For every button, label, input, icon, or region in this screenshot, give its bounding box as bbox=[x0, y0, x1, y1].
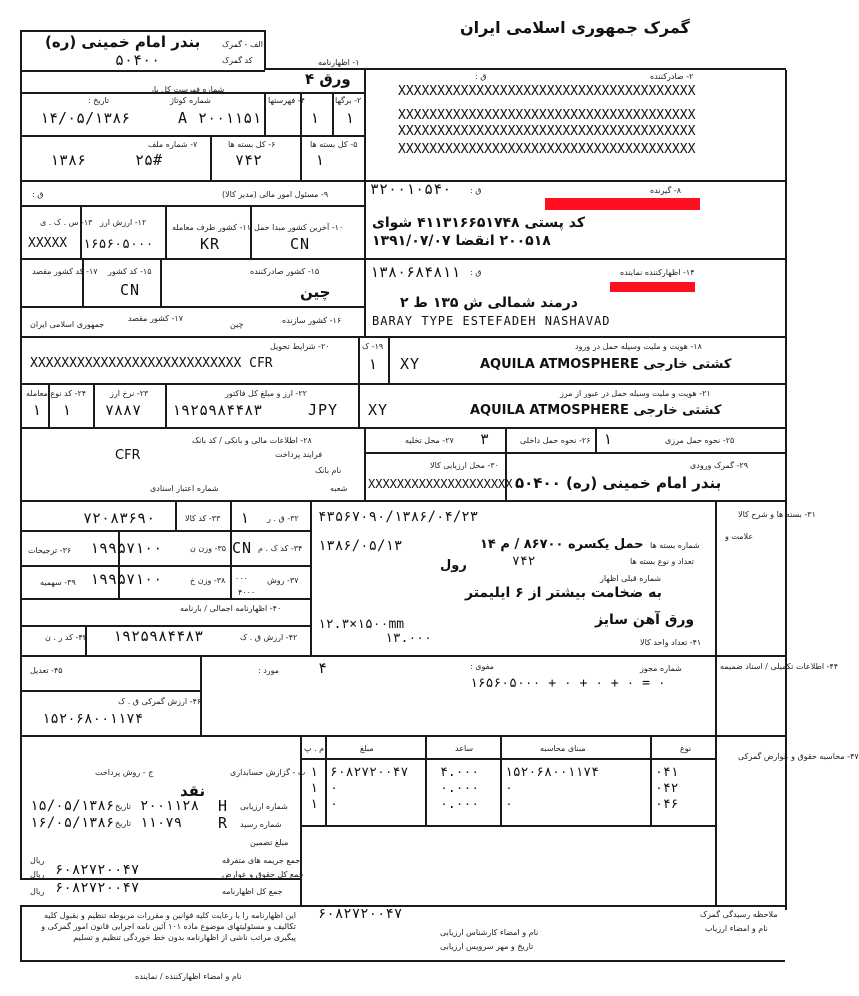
last-country: CN bbox=[290, 235, 311, 253]
currency-value: ۱۶۵۶۰۵۰۰۰ bbox=[83, 237, 154, 252]
dest-code-label: ۱۷- کد کشور مقصد bbox=[32, 267, 98, 276]
gross-weight-label: ۳۵- وزن ن bbox=[190, 544, 227, 553]
gross-weight: ۱۹۹۵۷۱۰۰ bbox=[90, 539, 163, 557]
border-transport-means: کشتی خارجی AQUILA ATMOSPHERE bbox=[470, 403, 722, 418]
legal-statement: این اظهارنامه را با رعایت کلیه قوانین و مقررات مربوطه تنظیم و بقبول کلیه تکالیف و مسئولیتهای موضوع ماده ۱۰۱ آئین نامه اجرایی قانون امور گمرکی و پیگیری مراتب ناشی از اظهارنامه بدون خط خوردگی تنظیم و تسلیم bbox=[41, 911, 296, 942]
assessment-date-label: تاریخ bbox=[115, 802, 131, 811]
method-label: ۳۷- روش bbox=[267, 576, 299, 585]
goods-description-2: ورق آهن سایز bbox=[595, 612, 695, 628]
calc-mp-3: ۱ bbox=[310, 797, 318, 812]
summary-label: ۴۰- اظهارنامه اجمالی / بارنامه bbox=[180, 604, 282, 613]
goods-size: ۱۲.۳×۱۵۰۰mm bbox=[318, 617, 405, 632]
calc-label: ۴۷- محاسبه حقوق و عوارض گمرکی bbox=[738, 752, 859, 761]
border-transport-nat: XY bbox=[368, 401, 389, 419]
invoice-amount: ۱۹۲۵۹۸۴۴۸۳ bbox=[172, 401, 263, 419]
col-base: مبنای محاسبه bbox=[540, 744, 586, 753]
invoice-currency-label: ۲۲- ارز و مبلغ کل فاکتور bbox=[225, 389, 307, 398]
calc-type-1: ۰۴۱ bbox=[655, 765, 679, 780]
assessment-no-label: شماره ارزیابی bbox=[240, 802, 288, 811]
license-number-value: ۱۶۵۶۰۵۰۰۰ + ۰ + ۰ + ۰ = ۰ bbox=[470, 676, 666, 691]
border-transport-label: ۲۱- هویت و ملیت وسیله حمل در عبور از مرز bbox=[560, 389, 711, 398]
transaction-value-1: ۱ bbox=[62, 401, 72, 419]
border-mode-label: ۲۵- نحوه حمل مرزی bbox=[665, 436, 735, 445]
calc-base-1: ۱۵۲۰۶۸۰۰۱۱۷۴ bbox=[505, 765, 599, 780]
goods-label: ۳۱- بسته ها و شرح کالا bbox=[738, 510, 816, 519]
entry-customs: بندر امام خمینی (ره) ۵۰۴۰۰ bbox=[515, 474, 722, 492]
item-code-label: ۴۳- کد ر . ن bbox=[45, 633, 87, 642]
redaction-bar bbox=[545, 198, 700, 210]
calc-mp-2: ۱ bbox=[310, 781, 318, 796]
receipt-no: ۱۱۰۷۹ bbox=[140, 815, 183, 831]
packages-label: ۶- کل بسته ها bbox=[228, 140, 276, 149]
calc-type-3: ۰۴۶ bbox=[655, 797, 679, 812]
goods-description-1: به ضخامت بیشتر از ۶ ایلیمتر bbox=[465, 585, 662, 601]
item-value-label: ۴۲- ارزش ق . ک bbox=[240, 633, 298, 642]
entry-customs-label: ۲۹- گمرک ورودی bbox=[690, 461, 748, 470]
calc-rate-3: ۰.۰۰۰ bbox=[440, 797, 480, 812]
finance-code-label: ق : bbox=[32, 190, 44, 199]
calc-mp-1: ۱ bbox=[310, 765, 318, 780]
adjustment-label: ۴۵- تعدیل bbox=[30, 666, 63, 675]
origin-country: چین bbox=[230, 320, 244, 329]
goods-roll: رول bbox=[440, 558, 467, 573]
calc-amount-1: ۶۰۸۲۷۲۰۰۴۷ bbox=[330, 765, 409, 780]
goods-quantity: ۱۳.۰۰۰ bbox=[385, 631, 432, 646]
customs-code: ۵۰۴۰۰ bbox=[115, 51, 161, 69]
col-mp: م . پ bbox=[304, 744, 325, 753]
hs-code: ۷۲۰۸۳۶۹۰ bbox=[83, 509, 156, 527]
duties-label: جمع کل حقوق و عوارض bbox=[222, 870, 304, 879]
pkg-type-label: تعداد و نوع بسته ها bbox=[630, 557, 694, 566]
declarant-line-1: درمند شمالی ش ۱۳۵ ط ۲ bbox=[400, 295, 578, 311]
invoice-date: ۱۴/۰۵/۱۳۸۶ bbox=[40, 109, 131, 127]
calc-base-3: ۰ bbox=[505, 797, 513, 812]
cottage-label: شماره کوتاژ bbox=[170, 96, 211, 105]
fines-rial: ریال bbox=[30, 856, 45, 865]
manifest-year: ۱۳۸۶ bbox=[50, 151, 87, 169]
license-number-label: شماره مجوز bbox=[640, 664, 682, 673]
fines-label: جمع جریمه های متفرقه bbox=[222, 856, 301, 865]
unit-count-label: ۴۱- تعداد واحد کالا bbox=[640, 638, 702, 647]
marks-label: علامت و bbox=[725, 532, 754, 541]
bank-name-label: نام بانک bbox=[315, 466, 342, 475]
exporter-line-2: XXXXXXXXXXXXXXXXXXXXXXXXXXXXXXXXXXXXXX bbox=[398, 108, 696, 123]
branch-label: شعبه bbox=[330, 484, 348, 493]
additional-info-label: ۴۴- اطلاعات تکمیلی / اسناد ضمیمه bbox=[720, 662, 839, 671]
bank-info-label: ۲۸- اطلاعات مالی و بانکی / کد بانک bbox=[192, 436, 312, 445]
assessment-place-label: ۳۰- محل ارزیابی کالا bbox=[430, 461, 499, 470]
importer-code-label: ق : bbox=[470, 186, 482, 195]
declaration-total-label: جمع کل اظهارنامه bbox=[222, 887, 283, 896]
assessment-place: XXXXXXXXXXXXXXXXXXXX bbox=[368, 477, 513, 491]
payment-method-label: ج - روش پرداخت bbox=[95, 768, 154, 777]
customs-code-label: کد گمرک bbox=[222, 56, 253, 65]
grand-total: ۶۰۸۲۷۲۰۰۴۷ bbox=[318, 906, 403, 922]
col-type: نوع bbox=[680, 744, 692, 753]
declarant-label: ۱۴- اظهارکننده نماینده bbox=[620, 268, 695, 277]
special-label: مفوی : bbox=[470, 662, 494, 671]
payment-method: نقد bbox=[180, 782, 206, 800]
total-code-label: ۱۳- س . ک . ی bbox=[40, 218, 93, 227]
transaction-label: ۲۴- کد نوع معامله bbox=[26, 389, 87, 398]
declarant-line-2: BARAY TYPE ESTEFADEH NASHAVAD bbox=[372, 314, 611, 328]
col-amount: مبلغ bbox=[360, 744, 374, 753]
declaration-value: ورق ۴ bbox=[305, 70, 351, 88]
rate-value: ۷۸۸۷ bbox=[105, 401, 142, 419]
exporter-label: ۲- صادرکننده bbox=[650, 72, 694, 81]
origin-code-label: ۳۴- کد ک . م bbox=[258, 544, 303, 553]
preferences-label: ۳۶- ترجیحات bbox=[28, 546, 72, 555]
manifest-label: ۷- شماره ملف bbox=[148, 140, 198, 149]
importer-label: ۸- گیرنده bbox=[650, 186, 681, 195]
invoice-currency: JPY bbox=[308, 401, 339, 419]
goods-reference: ۴۳۵۶۷۰۹۰/۱۳۸۶/۰۴/۲۳ bbox=[318, 509, 479, 525]
last-country-label: ۱۰- آخرین کشور مبدا حمل bbox=[254, 223, 344, 232]
declarant-code: ۱۳۸۰۶۸۴۸۱۱ bbox=[370, 263, 461, 281]
manifest-value: ۲۵# bbox=[135, 151, 163, 169]
assessment-no: ۲۰۰۱۱۲۸ bbox=[140, 798, 200, 814]
rate-label: ۲۳- نرخ ارز bbox=[110, 389, 149, 398]
loading-label: ۲۷- محل تخلیه bbox=[405, 436, 454, 445]
declaration-label: ۱- اظهارنامه bbox=[318, 58, 360, 67]
exporter-line-4: XXXXXXXXXXXXXXXXXXXXXXXXXXXXXXXXXXXXXX bbox=[398, 142, 696, 157]
calc-rate-2: ۰.۰۰۰ bbox=[440, 781, 480, 796]
container-value: ۱ bbox=[368, 355, 378, 373]
special-value: ۴ bbox=[318, 659, 328, 677]
dispatch-country-label: ۱۵- کشور صادرکننده bbox=[250, 267, 320, 276]
dispatch-code-label: ۱۵- کد کشور bbox=[108, 267, 152, 276]
assessor-label: نام و امضاء کارشناس ارزیابی bbox=[440, 928, 539, 937]
transport-label: ۱۸- هویت و ملیت وسیله حمل در ورود bbox=[575, 342, 702, 351]
transport-nat: XY bbox=[400, 355, 421, 373]
exporter-line-3: XXXXXXXXXXXXXXXXXXXXXXXXXXXXXXXXXXXXXX bbox=[398, 124, 696, 139]
goods-qty-packages: ۷۴۲ bbox=[512, 554, 536, 569]
trade-country-label: ۱۱- کشور طرف معامله bbox=[172, 223, 251, 232]
receipt-date: ۱۶/۰۵/۱۳۸۶ bbox=[30, 815, 115, 831]
importer-line-2: ۲۰۰۵۱۸ انقضا ۱۳۹۱/۰۷/۰۷ bbox=[372, 233, 551, 249]
exporter-line-1: XXXXXXXXXXXXXXXXXXXXXXXXXXXXXXXXXXXXXX bbox=[398, 84, 696, 99]
importer-line-1: کد پستی ۴۱۱۳۱۶۶۵۱۷۴۸ شوای bbox=[372, 215, 585, 231]
goods-line-1: حمل یکسره ۸۶۷۰۰ / م ۱۴ bbox=[480, 537, 644, 552]
calc-amount-2: ۰ bbox=[330, 781, 338, 796]
previous-declaration-label: شماره قبلی اظهار bbox=[600, 574, 662, 583]
delivery-label: ۲۰- شرایط تحویل bbox=[270, 342, 330, 351]
calc-base-2: ۰ bbox=[505, 781, 513, 796]
item-value: ۱۹۲۵۹۸۴۴۸۳ bbox=[113, 627, 204, 645]
office-label: ملاحظه رسیدگی گمرک bbox=[700, 910, 778, 919]
hs-code-label: ۳۳- کد کالا bbox=[185, 514, 221, 523]
number-label: شماره بسته ها bbox=[650, 541, 700, 550]
dispatch-country: چین bbox=[300, 283, 331, 301]
declarant-code-label: ق : bbox=[470, 268, 482, 277]
forms-label: ۲- برگها bbox=[335, 96, 362, 105]
trade-country: KR bbox=[200, 235, 221, 253]
dispatch-code: CN bbox=[120, 281, 141, 299]
total-code-value: XXXXX bbox=[28, 236, 68, 251]
duties-value: ۶۰۸۲۷۲۰۰۴۷ bbox=[55, 862, 140, 878]
total-label: ۵- کل بسته ها bbox=[310, 140, 358, 149]
goods-line-1-date: ۱۳۸۶/۰۵/۱۳ bbox=[318, 538, 403, 554]
exporter-code-label: ق : bbox=[475, 72, 487, 81]
item-no: ۱ bbox=[240, 509, 250, 527]
receipt-no-label: شماره رسید bbox=[240, 820, 282, 829]
forms-value: ۱ bbox=[345, 109, 355, 127]
declaration-total: ۶۰۸۲۷۲۰۰۴۷ bbox=[55, 880, 140, 896]
duties-rial: ریال bbox=[30, 870, 45, 879]
delivery-terms: XXXXXXXXXXXXXXXXXXXXXXXXXXX CFR bbox=[30, 356, 273, 371]
payment-process-label: فرایند پرداخت bbox=[275, 450, 323, 459]
customs-value: ۱۵۲۰۶۸۰۰۱۱۷۴ bbox=[42, 711, 144, 727]
dest-country: جمهوری اسلامی ایران bbox=[30, 320, 105, 329]
col-rate: ساعد bbox=[455, 744, 474, 753]
cottage-number: A ۲۰۰۱۱۵۱ bbox=[178, 109, 262, 127]
transport-means: کشتی خارجی AQUILA ATMOSPHERE bbox=[480, 357, 732, 372]
total-value: ۱ bbox=[315, 151, 325, 169]
net-weight: ۱۹۹۵۷۱۰۰ bbox=[90, 570, 163, 588]
customs-office-label: الف - گمرک bbox=[222, 40, 263, 49]
invoice-label: شماره فهرست کل بار bbox=[150, 85, 225, 94]
transaction-value-2: ۱ bbox=[32, 401, 42, 419]
office-sign-label: نام و امضاء ارزیاب bbox=[705, 924, 768, 933]
item-no-label: ۳۲- ق . ر bbox=[267, 514, 299, 523]
customs-office: بندر امام خمینی (ره) bbox=[45, 33, 201, 51]
accounting-report-label: ب - گزارش حسابداری bbox=[230, 768, 306, 777]
quota-label: ۳۹- سهمیه bbox=[40, 578, 76, 587]
signature-label: نام و امضاء اظهارکننده / نماینده bbox=[135, 972, 242, 981]
forms-value-2: ۱ bbox=[310, 109, 320, 127]
invoice-date-label: تاریخ : bbox=[88, 96, 110, 105]
assessment-date: ۱۵/۰۵/۱۳۸۶ bbox=[30, 798, 115, 814]
guarantee-label: مبلغ تضمین bbox=[250, 838, 289, 847]
calc-type-2: ۰۴۲ bbox=[655, 781, 679, 796]
method-value-2: ۴۰۰۰ bbox=[238, 588, 256, 597]
other-label: مورد : bbox=[258, 666, 280, 675]
calc-amount-3: ۰ bbox=[330, 797, 338, 812]
inland-mode-label: ۲۶- نحوه حمل داخلی bbox=[520, 436, 591, 445]
border-mode: ۱ bbox=[603, 430, 613, 448]
container-label: ۱۹- ک bbox=[362, 342, 384, 351]
currency-label: ۱۲- ارزش ارز bbox=[100, 218, 147, 227]
redaction-bar bbox=[610, 282, 695, 292]
assessment-letter: H bbox=[218, 797, 229, 815]
declaration-total-rial: ریال bbox=[30, 887, 45, 896]
customs-value-label: ۴۶- ارزش گمرکی ق . ک bbox=[118, 697, 202, 706]
page-title: گمرک جمهوری اسلامی ایران bbox=[460, 18, 690, 37]
net-weight-label: ۳۸- وزن خ bbox=[190, 576, 226, 585]
delivery-cfr: CFR bbox=[115, 448, 141, 463]
lists-label: ۴- فهرستها bbox=[268, 96, 305, 105]
packages-value: ۷۴۲ bbox=[235, 151, 263, 169]
origin-country-label: ۱۶- کشور سازنده bbox=[282, 316, 342, 325]
dest-country-label: ۱۷- کشور مقصد bbox=[128, 314, 183, 323]
finance-label: ۹- مسئول امور مالی (مدیر کالا) bbox=[222, 190, 329, 199]
assessor-date-label: تاریخ و مهر سرویس ارزیابی bbox=[440, 942, 534, 951]
method-value: ۰۰۰ bbox=[235, 574, 248, 583]
inland-mode: ۳ bbox=[480, 430, 490, 448]
origin-code: CN bbox=[232, 539, 253, 557]
receipt-date-label: تاریخ bbox=[115, 819, 131, 828]
calc-rate-1: ۴.۰۰۰ bbox=[440, 765, 480, 780]
credit-label: شماره اعتبار اسنادی bbox=[150, 484, 219, 493]
importer-code: ۳۲۰۰۱۰۵۴۰ bbox=[370, 180, 452, 198]
receipt-letter: R bbox=[218, 814, 229, 832]
